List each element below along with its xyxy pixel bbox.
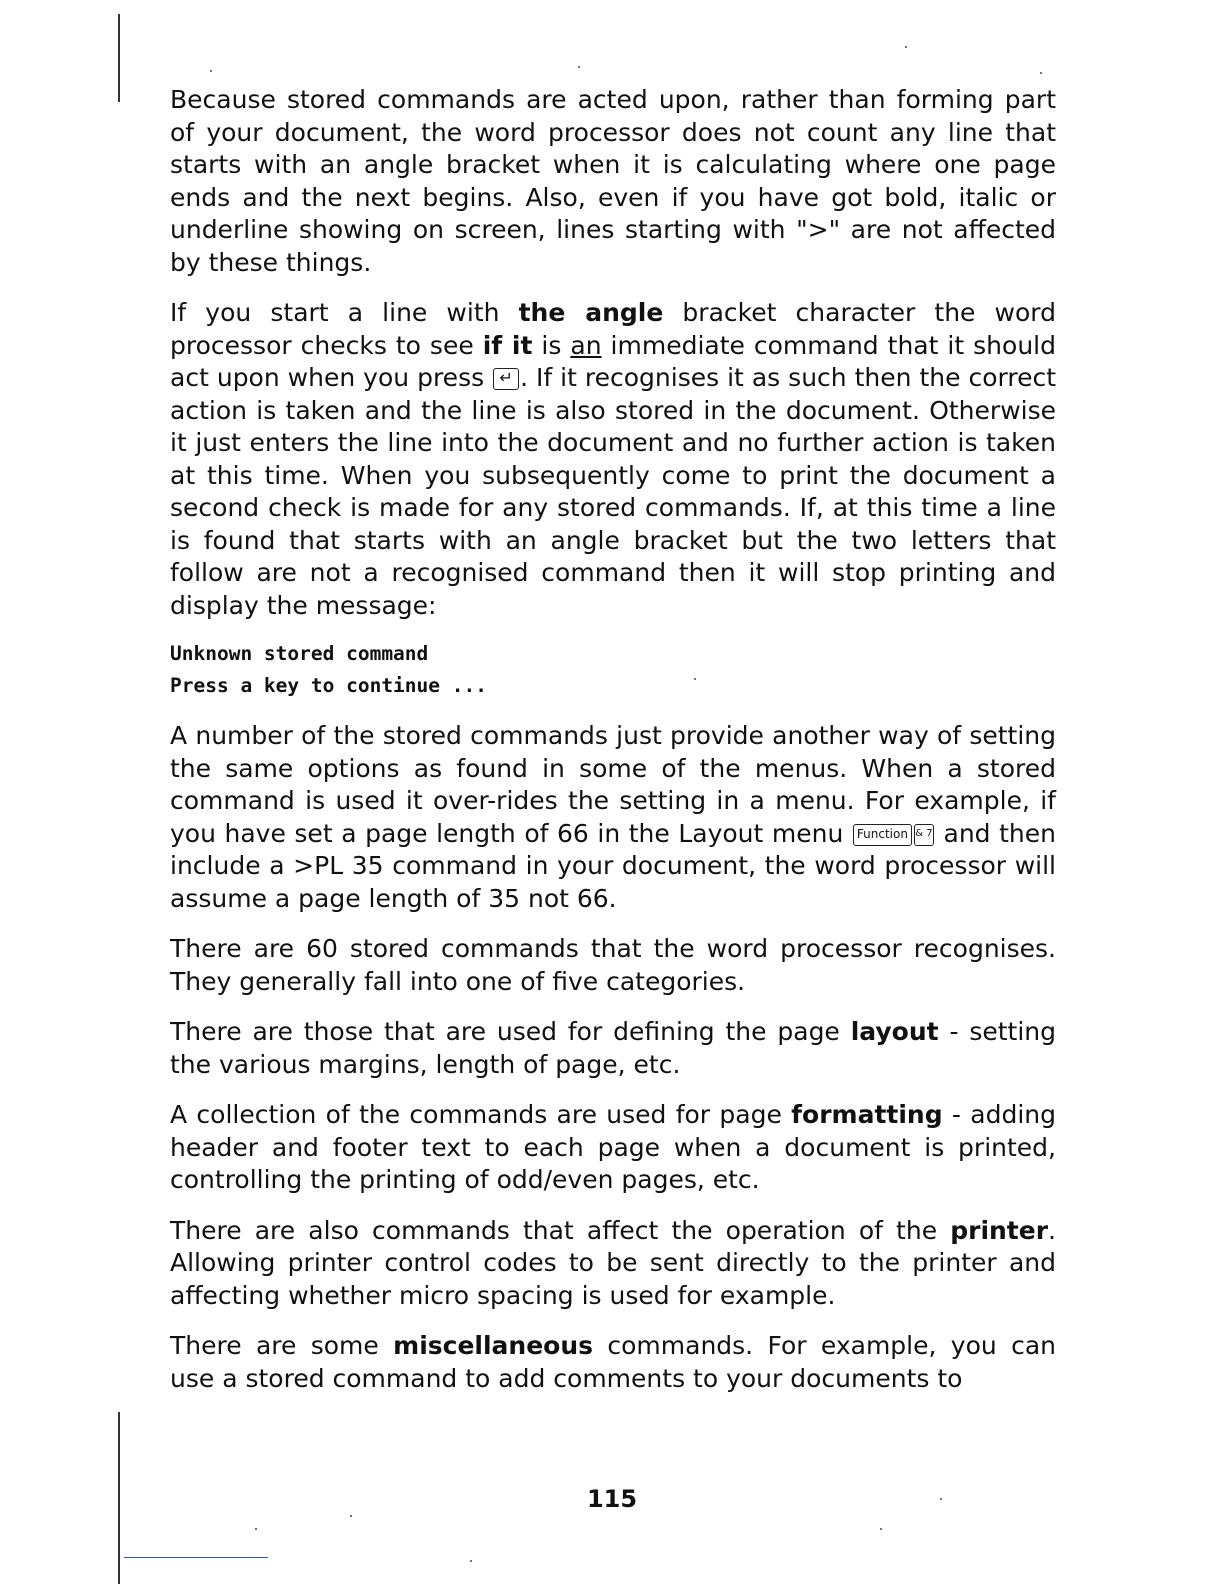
paragraph-layout-category bbox=[170, 1016, 1056, 1081]
error-message-block bbox=[170, 638, 1056, 702]
text-span: A number of the stored commands just provide another way of setting the same options as found in some of the menus. When a stored command is used it over-rides the setting in a menu. For example, if you have set a page length of 66 in the Layout menu bbox=[170, 721, 1056, 848]
text-span: . If it recognises it as such then the correct action is taken and the line is also stored in the document. Otherwise it just enters the line into the document and no further action is taken at this time. When you subsequently come to print the document a second check is made for any stored commands. If, at this time a line is found that starts with an angle bracket but the two letters that follow are not a recognised command then it will stop printing and display the message: bbox=[170, 363, 1056, 620]
error-message-line: Press a key to continue ... bbox=[170, 674, 487, 697]
text-span: There are some bbox=[170, 1331, 394, 1360]
function-key-icon: Function bbox=[853, 824, 912, 846]
bold-text: if it bbox=[482, 330, 533, 360]
paragraph-sixty-commands: There are 60 stored commands that the word processor recognises. They generally fall into one of five categories. bbox=[170, 934, 1056, 996]
text-span: commands. For example, you can use a stored command to add comments to your documents to bbox=[170, 1331, 1056, 1393]
scan-speck bbox=[905, 46, 907, 48]
scan-speck bbox=[210, 70, 212, 72]
seven-key-icon: & 7 bbox=[914, 824, 934, 846]
text-span: If you start a line with bbox=[170, 298, 519, 327]
scan-speck bbox=[578, 66, 580, 68]
paragraph-miscellaneous-category bbox=[170, 1330, 1056, 1395]
paragraph-printer-category bbox=[170, 1215, 1056, 1313]
paragraph-formatting-category bbox=[170, 1099, 1056, 1197]
bold-text: layout bbox=[850, 1017, 939, 1046]
paragraph-angle-bracket bbox=[170, 297, 1056, 622]
page-body bbox=[170, 84, 1056, 1395]
text-span: A collection of the commands are used for page bbox=[170, 1100, 792, 1129]
paragraph-override-menus bbox=[170, 720, 1056, 915]
scan-speck bbox=[470, 1560, 472, 1562]
bold-text: the angle bbox=[518, 298, 664, 327]
page-number: 115 bbox=[586, 1485, 638, 1513]
scan-blue-mark bbox=[124, 1557, 268, 1558]
text-span: There are those that are used for defining the page bbox=[170, 1017, 851, 1046]
text-span: bracket character the word processor checks to see bbox=[170, 298, 1056, 360]
bold-text: formatting bbox=[791, 1100, 943, 1129]
text-span: - adding header and footer text to each page when a document is printed, controlling the printing of odd/even pages, etc. bbox=[170, 1100, 1056, 1194]
text-span: - setting the various margins, length of page, etc. bbox=[170, 1017, 1056, 1079]
bold-text: printer bbox=[950, 1215, 1049, 1245]
text-span: and then include a >PL 35 command in your document, the word processor will assume a page length of 35 not 66. bbox=[170, 818, 1056, 913]
text-span: immediate command that it should act upon when you press bbox=[170, 330, 1056, 392]
text-span: is bbox=[532, 330, 571, 360]
text-span: There are also commands that affect the operation of the bbox=[170, 1215, 951, 1245]
scan-speck bbox=[880, 1528, 882, 1530]
scan-speck bbox=[1040, 72, 1042, 74]
text-span: . Allowing printer control codes to be sent directly to the printer and affecting whether micro spacing is used for example. bbox=[170, 1215, 1056, 1310]
return-key-icon: ↵ bbox=[493, 368, 519, 390]
scan-speck bbox=[350, 1515, 352, 1517]
scan-speck bbox=[255, 1528, 257, 1530]
underlined-text: an bbox=[570, 330, 602, 360]
bold-text: miscellaneous bbox=[393, 1331, 594, 1360]
scan-edge-line-top bbox=[118, 14, 120, 102]
error-message-line: Unknown stored command bbox=[170, 642, 429, 665]
paragraph-stored-commands-intro: Because stored commands are acted upon, rather than forming part of your document, the word processor does not count any line that starts with an angle bracket when it is calculating where one page ends and the next begins. Also, even if you have got bold, italic or underline showing on screen, lines starting with ">" are not affected by these things. bbox=[170, 85, 1056, 277]
